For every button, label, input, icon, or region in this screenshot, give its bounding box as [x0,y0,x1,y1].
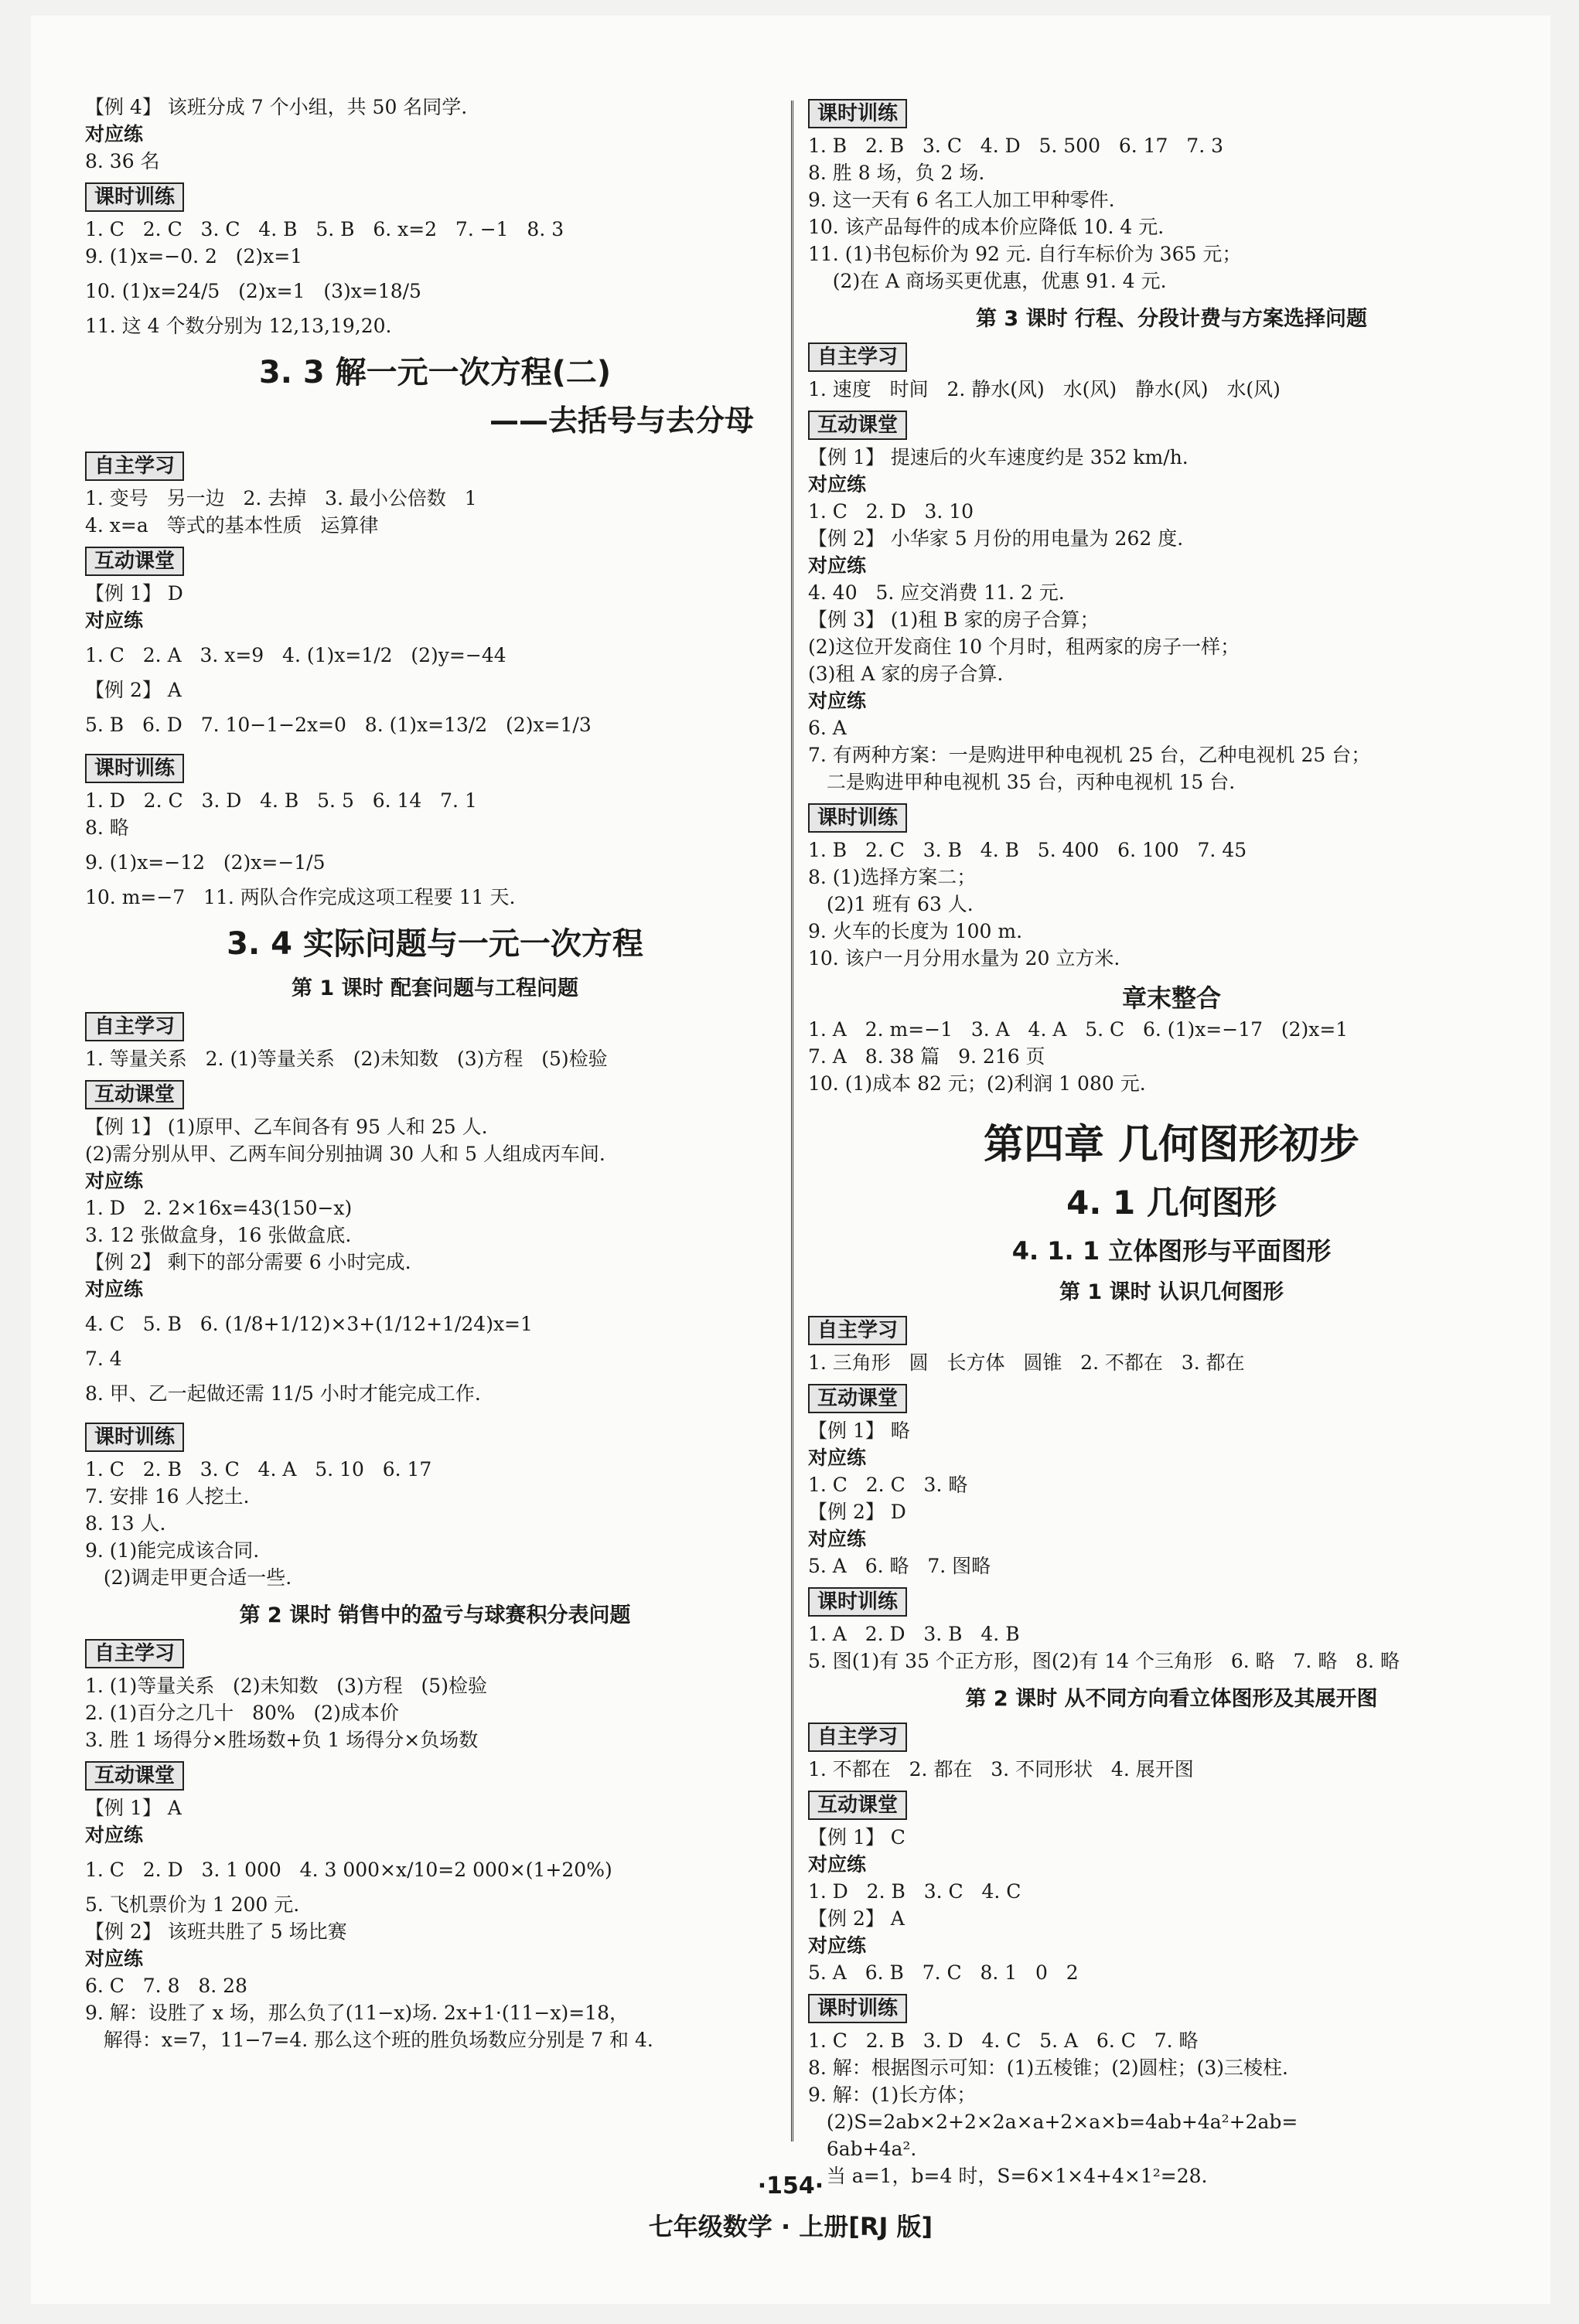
answer-line: 1. C 2. C 3. C 4. B 5. B 6. x=2 7. −1 8. 3 [85,218,564,240]
answer-line: 10. 该产品每件的成本价应降低 10. 4 元. [808,216,1165,238]
answer-line: 1. D 2. 2×16x=43(150−x) [85,1197,353,1219]
answer-line: 1. 变号 另一边 2. 去掉 3. 最小公倍数 1 [85,487,477,509]
answer-line: 8. 解：根据图示可知：(1)五棱锥；(2)圆柱；(3)三棱柱. [808,2057,1288,2079]
section-title: 3. 4 实际问题与一元一次方程 [227,926,643,962]
section-badge: 自主学习 [808,1316,907,1345]
answer-line: 11. 这 4 个数分别为 12,13,19,20. [85,315,392,337]
section-badge: 互动课堂 [808,1791,907,1820]
answer-line: 9. (1)能完成该合同. [85,1539,260,1562]
answer-line: 1. (1)等量关系 (2)未知数 (3)方程 (5)检验 [85,1675,487,1697]
answer-line: 【例 2】 D [808,1501,906,1523]
answer-line: 二是购进甲种电视机 35 台，丙种电视机 15 台. [808,771,1236,793]
practice-label: 对应练 [808,1528,867,1550]
section-badge: 自主学习 [85,1639,184,1668]
right-column [808,93,1535,2191]
answer-line: 1. 三角形 圆 长方体 圆锥 2. 不都在 3. 都在 [808,1351,1245,1374]
practice-label: 对应练 [85,1947,144,1970]
section-badge: 互动课堂 [808,1384,907,1413]
book-title: 七年级数学 · 上册[RJ 版] [648,2212,933,2241]
answer-line: 【例 1】 (1)原甲、乙车间各有 95 人和 25 人. [85,1116,488,1138]
answer-line: 【例 2】 A [808,1907,905,1930]
practice-label: 对应练 [808,1853,867,1876]
answer-line: 5. 飞机票价为 1 200 元. [85,1893,300,1916]
section-title: 3. 3 解一元一次方程(二) [258,355,612,390]
practice-label: 对应练 [808,473,867,496]
lesson-title: 第 1 课时 认识几何图形 [1059,1280,1284,1304]
section-badge: 互动课堂 [85,1761,184,1791]
answer-line: (2)需分别从甲、乙两车间分别抽调 30 人和 5 人组成丙车间. [85,1143,605,1165]
section-badge: 互动课堂 [85,547,184,576]
section-badge: 互动课堂 [85,1080,184,1109]
answer-line: 【例 1】 提速后的火车速度约是 352 km/h. [808,446,1189,469]
answer-line: 【例 2】 A [85,679,182,701]
section-badge: 课时训练 [85,754,184,783]
answer-line: 【例 4】 该班分成 7 个小组，共 50 名同学. [85,96,468,118]
answer-line: 4. 40 5. 应交消费 11. 2 元. [808,581,1065,604]
answer-line: 1. C 2. D 3. 1 000 4. 3 000×x/10=2 000×(1+20%) [85,1859,612,1881]
chapter-title: 第四章 几何图形初步 [983,1122,1360,1168]
answer-line: 【例 2】 小华家 5 月份的用电量为 262 度. [808,527,1184,550]
answer-line: (3)租 A 家的房子合算. [808,663,1004,685]
answer-line: 2. (1)百分之几十 80% (2)成本价 [85,1702,399,1724]
practice-label: 对应练 [85,1170,144,1192]
answer-line: 9. (1)x=−0. 2 (2)x=1 [85,245,303,267]
lesson-title: 第 1 课时 配套问题与工程问题 [292,976,578,1000]
practice-label: 对应练 [808,1447,867,1469]
practice-label: 对应练 [808,554,867,577]
answer-line: 3. 12 张做盒身，16 张做盒底. [85,1224,352,1246]
answer-line: 9. 解：(1)长方体； [808,2084,977,2106]
answer-line: 1. C 2. C 3. 略 [808,1474,968,1496]
section-badge: 课时训练 [808,803,907,833]
answer-line: (2)1 班有 63 人. [808,893,974,915]
answer-line: (2)S=2ab×2+2×2a×a+2×a×b=4ab+4a²+2ab= [808,2111,1298,2133]
answer-line: 【例 1】 A [85,1797,182,1819]
practice-label: 对应练 [85,123,144,145]
answer-line: 8. 甲、乙一起做还需 11/5 小时才能完成工作. [85,1382,481,1405]
practice-label: 对应练 [85,609,144,632]
answer-line: 8. (1)选择方案二； [808,866,977,888]
answer-line: 1. 速度 时间 2. 静水(风) 水(风) 静水(风) 水(风) [808,378,1281,400]
answer-line: 1. C 2. B 3. D 4. C 5. A 6. C 7. 略 [808,2029,1199,2052]
answer-line: 【例 3】 (1)租 B 家的房子合算； [808,608,1100,631]
section-badge: 课时训练 [85,1423,184,1452]
section-badge: 课时训练 [808,1587,907,1617]
answer-line: 1. D 2. C 3. D 4. B 5. 5 6. 14 7. 1 [85,789,477,812]
answer-line: 1. C 2. A 3. x=9 4. (1)x=1/2 (2)y=−44 [85,644,506,666]
answer-line: 1. 不都在 2. 都在 3. 不同形状 4. 展开图 [808,1758,1194,1780]
answer-line: 11. (1)书包标价为 92 元. 自行车标价为 365 元； [808,243,1242,265]
answer-line: 10. m=−7 11. 两队合作完成这项工程要 11 天. [85,886,516,908]
answer-line: 5. 图(1)有 35 个正方形，图(2)有 14 个三角形 6. 略 7. 略 8. 略 [808,1650,1400,1672]
section-badge: 课时训练 [85,182,184,212]
answer-line: 【例 2】 该班共胜了 5 场比赛 [85,1920,347,1943]
practice-label: 对应练 [808,1934,867,1957]
answer-line: 6. C 7. 8 8. 28 [85,1975,247,1997]
section-badge: 自主学习 [808,1723,907,1752]
answer-line: 4. C 5. B 6. (1/8+1/12)×3+(1/12+1/24)x=1 [85,1313,533,1335]
answer-line: 8. 13 人. [85,1512,166,1535]
lesson-title: 第 2 课时 从不同方向看立体图形及其展开图 [965,1687,1378,1711]
answer-line: 7. A 8. 38 篇 9. 216 页 [808,1045,1045,1068]
chapter-summary-title: 章末整合 [1121,983,1221,1013]
answer-line: 8. 36 名 [85,150,160,172]
answer-line: 【例 1】 D [85,582,183,605]
practice-label: 对应练 [85,1824,144,1846]
answer-line: 1. B 2. C 3. B 4. B 5. 400 6. 100 7. 45 [808,839,1247,861]
section-badge: 课时训练 [808,1994,907,2023]
section-badge: 自主学习 [808,342,907,372]
lesson-title: 第 3 课时 行程、分段计费与方案选择问题 [976,307,1367,331]
page-number: ·154· [757,2172,824,2200]
answer-line: 1. D 2. B 3. C 4. C [808,1880,1021,1903]
practice-label: 对应练 [85,1278,144,1300]
subsection-title: 4. 1. 1 立体图形与平面图形 [1011,1236,1332,1266]
answer-line: 【例 1】 C [808,1826,905,1849]
answer-line: (2)这位开发商住 10 个月时，租两家的房子一样； [808,636,1240,658]
answer-line: 9. (1)x=−12 (2)x=−1/5 [85,851,326,874]
answer-line: 10. (1)成本 82 元；(2)利润 1 080 元. [808,1072,1146,1095]
answer-line: (2)在 A 商场买更优惠，优惠 91. 4 元. [808,270,1167,292]
answer-line: 4. x=a 等式的基本性质 运算律 [85,514,379,537]
left-column [85,93,785,2055]
answer-line: 1. 等量关系 2. (1)等量关系 (2)未知数 (3)方程 (5)检验 [85,1048,608,1070]
answer-line: 1. A 2. m=−1 3. A 4. A 5. C 6. (1)x=−17 (2)x=1 [808,1018,1349,1041]
answer-page [31,15,1550,2304]
practice-label: 对应练 [808,690,867,712]
section-badge: 互动课堂 [808,411,907,440]
column-divider [791,101,793,2142]
answer-line: 6ab+4a². [808,2138,917,2160]
answer-line: 当 a=1，b=4 时，S=6×1×4+4×1²=28. [808,2165,1208,2187]
section-badge: 自主学习 [85,452,184,481]
answer-line: 5. A 6. B 7. C 8. 1 0 2 [808,1961,1079,1984]
answer-line: 9. 火车的长度为 100 m. [808,920,1023,942]
answer-line: 5. A 6. 略 7. 图略 [808,1555,991,1577]
answer-line: 【例 2】 剩下的部分需要 6 小时完成. [85,1251,411,1273]
answer-line: 7. 有两种方案：一是购进甲种电视机 25 台，乙种电视机 25 台； [808,744,1371,766]
answer-line: 3. 胜 1 场得分×胜场数+负 1 场得分×负场数 [85,1729,479,1751]
answer-line: 10. (1)x=24/5 (2)x=1 (3)x=18/5 [85,280,421,302]
answer-line: 8. 胜 8 场，负 2 场. [808,162,985,184]
answer-line: 解得：x=7，11−7=4. 那么这个班的胜负场数应分别是 7 和 4. [85,2029,653,2051]
answer-line: 10. 该户一月分用水量为 20 立方米. [808,947,1120,969]
answer-line: 1. C 2. D 3. 10 [808,500,974,523]
section-title: 4. 1 几何图形 [1066,1184,1277,1222]
answer-line: 7. 安排 16 人挖土. [85,1485,250,1508]
section-subtitle: ——去括号与去分母 [489,404,754,438]
lesson-title: 第 2 课时 销售中的盈亏与球赛积分表问题 [239,1603,631,1627]
answer-line: 6. A [808,717,847,739]
answer-line: (2)调走甲更合适一些. [85,1566,292,1589]
section-badge: 课时训练 [808,99,907,128]
answer-line: 8. 略 [85,816,129,839]
answer-line: 1. B 2. B 3. C 4. D 5. 500 6. 17 7. 3 [808,135,1223,157]
answer-line: 9. 这一天有 6 名工人加工甲种零件. [808,189,1115,211]
section-badge: 自主学习 [85,1012,184,1041]
answer-line: 1. A 2. D 3. B 4. B [808,1623,1020,1645]
answer-line: 【例 1】 略 [808,1419,910,1442]
answer-line: 1. C 2. B 3. C 4. A 5. 10 6. 17 [85,1458,432,1481]
answer-line: 5. B 6. D 7. 10−1−2x=0 8. (1)x=13/2 (2)x=1/3 [85,714,592,736]
page-footer [31,2172,1550,2243]
answer-line: 7. 4 [85,1348,122,1370]
answer-line: 9. 解：设胜了 x 场，那么负了(11−x)场. 2x+1·(11−x)=18， [85,2002,629,2024]
